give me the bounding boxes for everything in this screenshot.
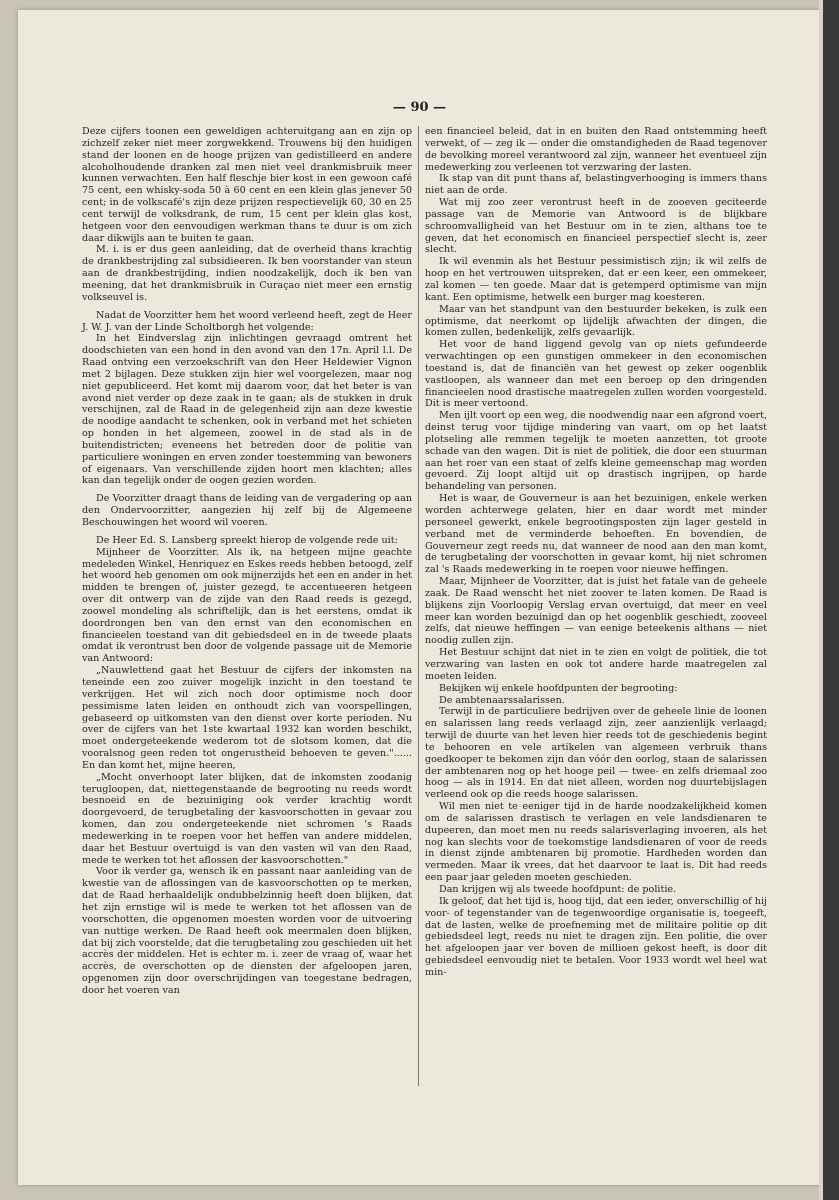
paragraph: Maar, Mijnheer de Voorzitter, dat is juist het fatale van de geheele zaak. De Raad wenscht het niet zoover te laten komen. De Raad is blijkens zijn Voorloopig Verslag ervan overtuigd, dat meer en veel meer kan worden bezuinigd dan op het oogenblik geschiedt, zooveel zelfs, dat nieuwe heffingen — van eenige beteekenis althans — niet noodig zullen zijn. bbox=[425, 576, 767, 647]
paragraph: In het Eindverslag zijn inlichtingen gevraagd omtrent het doodschieten van een hond in den avond van den 17n. April l.l. De Raad ontving een verzoekschrift van den Heer Heldewier Vignon met 2 bijlagen. Deze stukken zijn hier wel voorgelezen, maar nog niet gepubliceerd. Het komt mij daarom voor, dat het beter is van avond niet verder op deze zaak in te gaan; als de stukken in druk verschijnen, zal de Raad in de gelegenheid zijn aan deze kwestie de noodige aandacht te schenken, ook in verband met het schieten op honden in het algemeen, zoowel in de stad als in de buitendistricten; eveneens het betreden door de politie van particuliere woningen en erven zonder toestemming van bewoners of eigenaars. Van verschillende zijden hoort men klachten; alles kan dan tegelijk onder de oogen gezien worden. bbox=[82, 333, 412, 487]
paragraph: een financieel beleid, dat in en buiten den Raad ontstemming heeft verwekt, of — zeg ik — onder die omstandigheden de Raad tegenover de bevolking moreel verantwoord zal zijn, wanneer het eventueel zijn medewerking zou verleenen tot verzwaring der lasten. bbox=[425, 126, 767, 173]
paragraph: Het is waar, de Gouverneur is aan het bezuinigen, enkele werken worden achterwege gelaten, hier en daar wordt met minder personeel gewerkt, enkele begrootingsposten zijn lager gesteld in verband met de verminderde behoeften. En bovendien, de Gouverneur zegt reeds nu, dat wanneer de nood aan den man komt, de terugbetaling der voorschotten in gevaar komt, hij niet schromen zal 's Raads medewerking in te roepen voor nieuwe heffingen. bbox=[425, 493, 767, 576]
left-column bbox=[82, 126, 412, 997]
paragraph: Wat mij zoo zeer verontrust heeft in de zooeven geciteerde passage van de Memorie van Antwoord is de blijkbare schroomvalligheid van het Bestuur om in te zien, althans toe te geven, dat het economisch en financieel perspectief slecht is, zeer slecht. bbox=[425, 197, 767, 256]
paragraph: Voor ik verder ga, wensch ik en passant naar aanleiding van de kwestie van de aflossingen van de kasvoorschotten op te merken, dat de Raad herhaaldelijk ondubbelzinnig heeft doen blijken, dat het zijn ernstige wil is mede te werken tot het aflossen van de voorschotten, die opgenomen moesten worden voor de uitvoering van nuttige werken. De Raad heeft ook meermalen doen blijken, dat bij zich voorstelde, dat die terugbetaling zou geschieden uit het accrès der middelen. Het is echter m. i. zeer de vraag of, waar het accrès, de overschotten op de diensten der afgeloopen jaren, opgenomen zijn door overschrijdingen van toegestane bedragen, door het voeren van bbox=[82, 866, 412, 996]
paragraph: De Heer Ed. S. Lansberg spreekt hierop de volgende rede uit: bbox=[96, 534, 398, 546]
paragraph: Het voor de hand liggend gevolg van op niets gefundeerde verwachtingen op een gunstigen ommekeer in den economischen toestand is, dat de financiën van het gewest op zeker oogenblik vastloopen, als wanneer dan met een beroep op den dringenden financieelen nood drastische maatregelen zullen worden voorgesteld. Dit is meer vertoond. bbox=[425, 339, 767, 410]
right-column bbox=[425, 126, 767, 979]
paragraph: Wil men niet te eeniger tijd in de harde noodzakelijkheid komen om de salarissen drastisch te verlagen en vele landsdienaren te dupeeren, dan moet men nu reeds salarisverlaging invoeren, als het nog kan slechts voor de toekomstige landsdienaren of voor de reeds in dienst zijnde ambtenaren bij promotie. Hardheden worden dan vermeden. Maar ik vrees, dat het daarvoor te laat is. Dit had reeds een paar jaar geleden moeten geschieden. bbox=[425, 801, 767, 884]
page-number: — 90 — bbox=[392, 100, 447, 115]
paragraph: Nadat de Voorzitter hem het woord verleend heeft, zegt de Heer J. W. J. van der Linde Scholtborgh het volgende: bbox=[82, 309, 412, 333]
paragraph: „Mocht onverhoopt later blijken, dat de inkomsten zoodanig terugloopen, dat, niettegenstaande de begrooting nu reeds wordt besnoeid en de bezuiniging ook verder krachtig wordt doorgevoerd, de terugbetaling der kasvoorschotten in gevaar zou komen, dan zou ondergeteekende niet schromen 's Raads medewerking in te roepen voor het heffen van andere middelen, daar het Bestuur overtuigd is van den vasten wil van den Raad, mede te werken tot het aflossen der kasvoorschotten." bbox=[82, 771, 412, 866]
paragraph: Men ijlt voort op een weg, die noodwendig naar een afgrond voert, deinst terug voor tijdige mindering van vaart, om op het laatst plotseling alle remmen tegelijk te moeten aanzetten, tot groote schade van den wagen. Dit is niet de politiek, die door een stuurman aan het roer van een staat of zelfs kleine gemeenschap mag worden gevoerd. Zij loopt altijd uit op drastisch ingrijpen, op harde behandeling van personen. bbox=[425, 410, 767, 493]
paragraph: Terwijl in de particuliere bedrijven over de geheele linie de loonen en salarissen lang reeds verlaagd zijn, zeer aanzienlijk verlaagd; terwijl de duurte van het leven hier reeds tot de geschiedenis begint te behooren en vele artikelen van algemeen verbruik thans goedkooper te bekomen zijn dan vóór den oorlog, staan de salarissen der ambtenaren nog op het hooge peil — twee- en zelfs driemaal zoo hoog — als in 1914. En dat niet alleen, worden nog duurtebijslagen verleend ook op die reeds hooge salarissen. bbox=[425, 706, 767, 801]
paragraph: Dan krijgen wij als tweede hoofdpunt: de politie. bbox=[439, 884, 677, 895]
paragraph: „Nauwlettend gaat het Bestuur de cijfers der inkomsten na teneinde een zoo zuiver mogelijk inzicht in den toestand te verkrijgen. Het wil zich noch door optimisme noch door pessimisme laten leiden en onthoudt zich van voorspellingen, gebaseerd op uitkomsten van den dienst over korte perioden. Nu over de cijfers van het 1ste kwartaal 1932 kan worden beschikt, moet ondergeteekende wederom tot de slotsom komen, dat die vooralsnog geen reden tot ongerustheid behoeven te geven."...... En dan komt het, mijne heeren, bbox=[82, 665, 412, 771]
paragraph: M. i. is er dus geen aanleiding, dat de overheid thans krachtig de drankbestrijding zal subsidieeren. Ik ben voorstander van steun aan de drankbestrijding, indien noodzakelijk, doch ik ben van meening, dat het drankmisbruik in Curaçao niet meer een ernstig volkseuvel is. bbox=[82, 244, 412, 303]
paragraph: Ik geloof, dat het tijd is, hoog tijd, dat een ieder, onverschillig of hij voor- of tegenstander van de tegenwoordige organisatie is, toegeeft, dat de lasten, welke de proefneming met de militaire politie op dit gebiedsdeel legt, reeds nu niet te dragen zijn. Een politie, die over het afgeloopen jaar ver boven de millioen gekost heeft, is door dit gebiedsdeel eenvoudig niet te betalen. Voor 1933 wordt wel heel wat min- bbox=[425, 895, 767, 978]
paragraph: Ik wil evenmin als het Bestuur pessimistisch zijn; ik wil zelfs de hoop en het vertrouwen uitspreken, dat er een keer, een ommekeer, zal komen — ten goede. Maar dat is getemperd optimisme van mijn kant. Een optimisme, hetwelk een burger mag koesteren. bbox=[425, 256, 767, 303]
section-heading: De ambtenaarssalarissen. bbox=[439, 694, 565, 706]
paragraph: Maar van het standpunt van den bestuurder bekeken, is zulk een optimisme, dat neerkomt op lijdelijk afwachten der dingen, die komen zullen, bedenkelijk, zelfs gevaarlijk. bbox=[425, 303, 767, 339]
paragraph: Bekijken wij enkele hoofdpunten der begrooting: bbox=[439, 682, 678, 694]
paragraph: De Voorzitter draagt thans de leiding van de vergadering op aan den Ondervoorzitter, aangezien hij zelf bij de Algemeene Beschouwingen het woord wil voeren. bbox=[82, 493, 412, 528]
paragraph: Ik stap van dit punt thans af, belastingverhooging is immers thans niet aan de orde. bbox=[425, 173, 767, 197]
paragraph: Het Bestuur schijnt dat niet in te zien en volgt de politiek, die tot verzwaring van lasten en ook tot andere harde maatregelen zal moeten leiden. bbox=[425, 647, 767, 682]
binding-spine bbox=[823, 0, 839, 1200]
paragraph: Deze cijfers toonen een geweldigen achteruitgang aan en zijn op zichzelf zeker niet meer zorgwekkend. Trouwens bij den huidigen stand der loonen en de hooge prijzen van gedistilleerd en andere alcoholhoudende dranken zal men niet veel drankmisbruik meer kunnen verwachten. Een half fleschje bier kost in een gewoon café 75 cent, een whisky-soda 50 à 60 cent en een klein glas jenever 50 cent; in de volkscafé's zijn deze prijzen respectievelijk 60, 30 en 25 cent terwijl de volksdrank, de rum, 15 cent per klein glas kost, hetgeen voor den eenvoudigen werkman thans te duur is om zich daar dikwijls aan te buiten te gaan. bbox=[82, 126, 412, 244]
column-divider bbox=[418, 126, 419, 1086]
paragraph: Mijnheer de Voorzitter. Als ik, na hetgeen mijne geachte medeleden Winkel, Henriquez en Eskes reeds hebben betoogd, zelf het woord heb genomen om ook mijnerzijds het een en ander in het midden te brengen of, juister gezegd, te accentueeren hetgeen over dit ontwerp van de zijde van den Raad reeds is gezegd, zoowel mondeling als schriftelijk, dan is het eerstens, omdat ik doordrongen ben van den ernst van den economischen en financieelen toestand van dit gebiedsdeel en in de tweede plaats omdat ik verontrust ben door de volgende passage uit de Memorie van Antwoord: bbox=[82, 546, 412, 665]
